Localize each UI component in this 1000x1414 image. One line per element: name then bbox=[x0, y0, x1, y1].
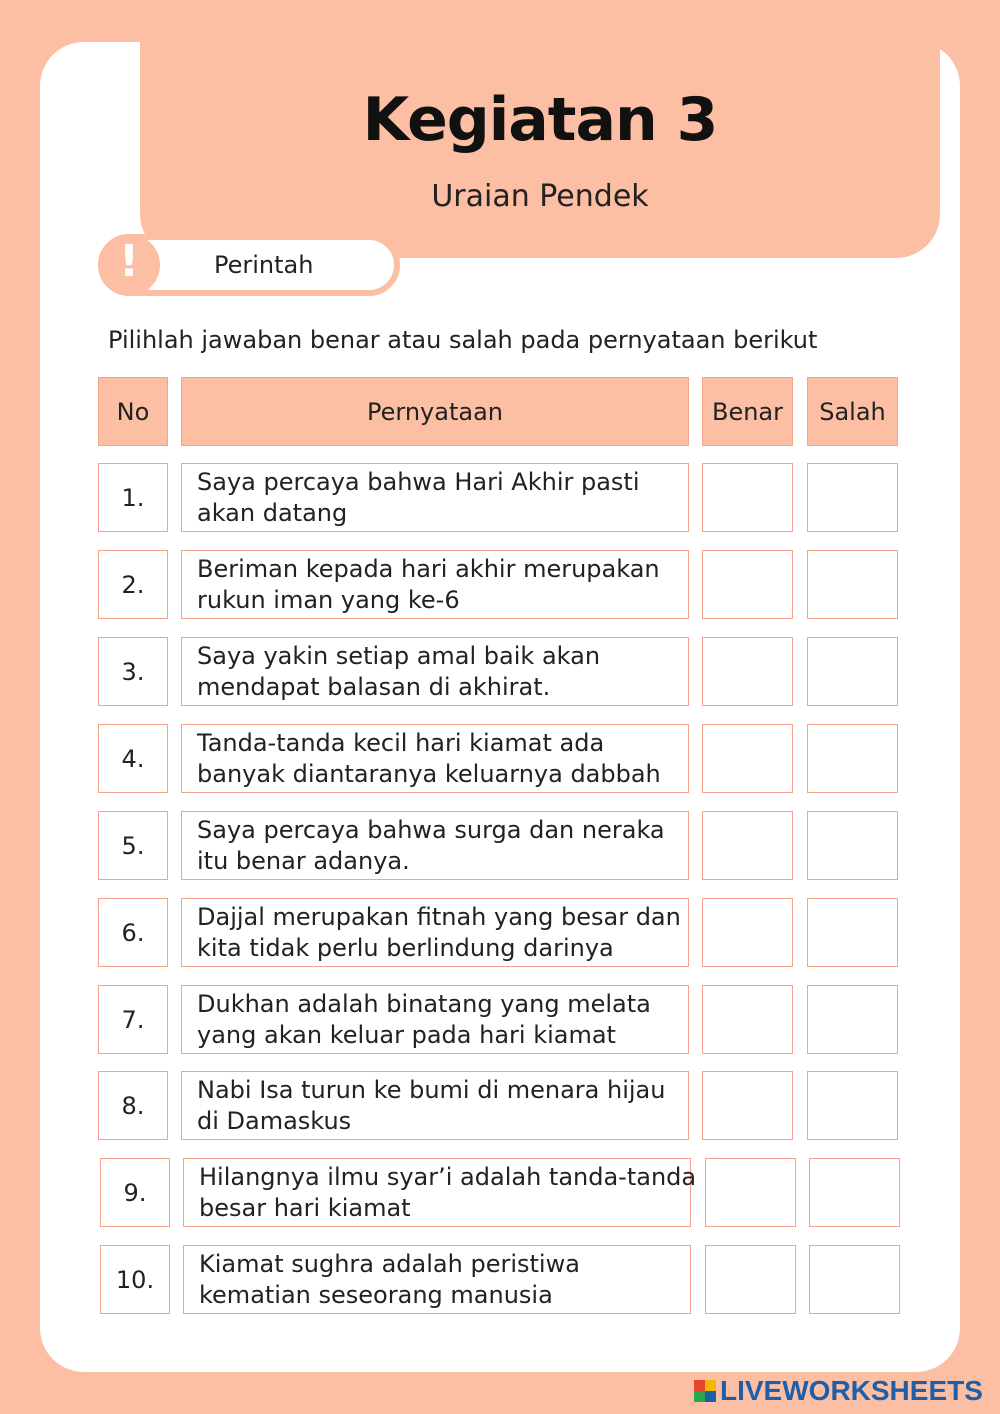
statement-cell bbox=[181, 985, 689, 1054]
row-number: 6. bbox=[98, 898, 168, 967]
title-banner bbox=[140, 42, 940, 258]
statement-line: Dukhan adalah binatang yang melata bbox=[197, 989, 651, 1018]
answer-box-benar-7[interactable] bbox=[702, 985, 793, 1054]
answer-box-benar-6[interactable] bbox=[702, 898, 793, 967]
statement-line: besar hari kiamat bbox=[199, 1193, 411, 1222]
statement-cell bbox=[181, 1071, 689, 1140]
statement-cell bbox=[181, 811, 689, 880]
statement-cell bbox=[181, 463, 689, 532]
answer-box-salah-6[interactable] bbox=[807, 898, 898, 967]
statement-line: Tanda-tanda kecil hari kiamat ada bbox=[197, 728, 605, 757]
answer-box-salah-1[interactable] bbox=[807, 463, 898, 532]
row-number: 3. bbox=[98, 637, 168, 706]
page-subtitle: Uraian Pendek bbox=[431, 179, 649, 214]
statement-line: di Damaskus bbox=[197, 1106, 352, 1135]
answer-box-salah-10[interactable] bbox=[809, 1245, 900, 1314]
row-number: 7. bbox=[98, 985, 168, 1054]
statement-cell bbox=[181, 637, 689, 706]
instruction-text: Pilihlah jawaban benar atau salah pada pernyataan berikut bbox=[108, 326, 818, 354]
statement-line: akan datang bbox=[197, 498, 348, 527]
page-title: Kegiatan 3 bbox=[362, 85, 718, 155]
statement-line: mendapat balasan di akhirat. bbox=[197, 672, 551, 701]
statement-cell bbox=[183, 1245, 691, 1314]
statement-line: kematian seseorang manusia bbox=[199, 1280, 553, 1309]
statement-line: banyak diantaranya keluarnya dabbah bbox=[197, 759, 661, 788]
statement-line: yang akan keluar pada hari kiamat bbox=[197, 1020, 616, 1049]
exclamation-icon: ! bbox=[98, 234, 160, 296]
statement-cell bbox=[181, 724, 689, 793]
answer-box-salah-2[interactable] bbox=[807, 550, 898, 619]
row-number: 1. bbox=[98, 463, 168, 532]
header-salah: Salah bbox=[807, 377, 898, 446]
logo-cube-icon bbox=[694, 1380, 716, 1402]
statement-cell bbox=[183, 1158, 697, 1227]
answer-box-benar-9[interactable] bbox=[705, 1158, 796, 1227]
instruction-pill bbox=[98, 234, 400, 296]
answer-box-benar-3[interactable] bbox=[702, 637, 793, 706]
statement-line: Hilangnya ilmu syar’i adalah tanda-tanda bbox=[199, 1162, 697, 1191]
statement-cell bbox=[181, 550, 689, 619]
answer-box-benar-10[interactable] bbox=[705, 1245, 796, 1314]
answer-box-benar-4[interactable] bbox=[702, 724, 793, 793]
header-benar: Benar bbox=[702, 377, 793, 446]
answer-box-salah-7[interactable] bbox=[807, 985, 898, 1054]
answer-box-salah-9[interactable] bbox=[809, 1158, 900, 1227]
row-number: 4. bbox=[98, 724, 168, 793]
statement-line: kita tidak perlu berlindung darinya bbox=[197, 933, 614, 962]
answer-box-salah-5[interactable] bbox=[807, 811, 898, 880]
answer-box-salah-4[interactable] bbox=[807, 724, 898, 793]
header-no: No bbox=[98, 377, 168, 446]
answer-box-benar-5[interactable] bbox=[702, 811, 793, 880]
row-number: 9. bbox=[100, 1158, 170, 1227]
row-number: 5. bbox=[98, 811, 168, 880]
instruction-label: Perintah bbox=[214, 251, 314, 279]
logo-text: LIVEWORKSHEETS bbox=[720, 1375, 983, 1406]
answer-box-salah-3[interactable] bbox=[807, 637, 898, 706]
answer-box-benar-2[interactable] bbox=[702, 550, 793, 619]
statement-line: Dajjal merupakan fitnah yang besar dan bbox=[197, 902, 681, 931]
statement-line: Saya yakin setiap amal baik akan bbox=[197, 641, 601, 670]
statement-line: rukun iman yang ke-6 bbox=[197, 585, 460, 614]
row-number: 8. bbox=[98, 1071, 168, 1140]
statement-line: Beriman kepada hari akhir merupakan bbox=[197, 554, 660, 583]
answer-box-benar-1[interactable] bbox=[702, 463, 793, 532]
liveworksheets-logo bbox=[694, 1374, 983, 1408]
answer-box-benar-8[interactable] bbox=[702, 1071, 793, 1140]
statement-line: Kiamat sughra adalah peristiwa bbox=[199, 1249, 580, 1278]
header-statement: Pernyataan bbox=[181, 377, 689, 446]
row-number: 2. bbox=[98, 550, 168, 619]
statement-line: Saya percaya bahwa surga dan neraka bbox=[197, 815, 665, 844]
statement-line: Saya percaya bahwa Hari Akhir pasti bbox=[197, 467, 640, 496]
statement-line: Nabi Isa turun ke bumi di menara hijau bbox=[197, 1075, 666, 1104]
row-number: 10. bbox=[100, 1245, 170, 1314]
statement-cell bbox=[181, 898, 689, 967]
answer-box-salah-8[interactable] bbox=[807, 1071, 898, 1140]
statement-line: itu benar adanya. bbox=[197, 846, 410, 875]
